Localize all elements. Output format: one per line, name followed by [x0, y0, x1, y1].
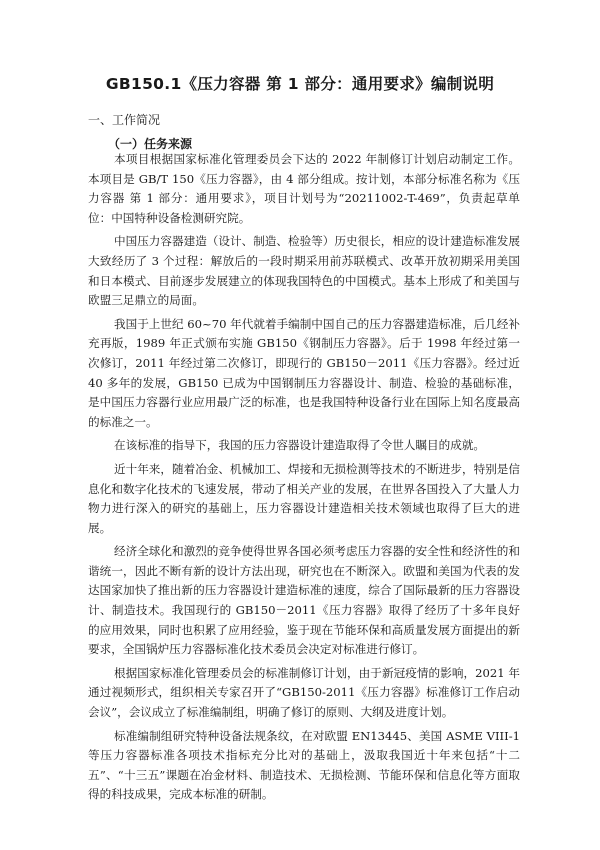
- paragraph: 根据国家标准化管理委员会的标准制修订计划，由于新冠疫情的影响，2021 年通过视频形式，组织相关专家召开了“GB150-2011《压力容器》标准修订工作启动会议”，会议成立了标准编制组，明确了修订的原则、大纲及进度计划。: [88, 665, 520, 720]
- subsection-heading: （一）任务来源: [108, 137, 193, 151]
- paragraph: 近十年来，随着冶金、机械加工、焊接和无损检测等技术的不断进步，特别是信息化和数字化技术的飞速发展，带动了相关产业的发展，在世界各国投入了大量人力物力进行深入的研究的基础上，压力容器设计建造相关技术领域也取得了巨大的进展。: [88, 461, 520, 535]
- paragraph: 我国于上世纪 60~70 年代就着手编制中国自己的压力容器建造标准，后几经补充再版，1989 年正式颁布实施 GB150《钢制压力容器》。后于 1998 年经过第一次修订，2011 年经过第二次修订，即现行的 GB150－2011《压力容器》。经过近 40 多年的发展，GB150 已成为中国钢制压力容器设计、制造、检验的基础标准，是中国压力容器行业应用最广泛的标准，也是我国特种设备行业在国际上知名度最高的标准之一。: [88, 316, 520, 429]
- document-title: GB150.1《压力容器 第 1 部分：通用要求》编制说明: [105, 75, 495, 93]
- paragraph: 本项目根据国家标准化管理委员会下达的 2022 年制修订计划启动制定工作。本项目是 GB/T 150《压力容器》，由 4 部分组成。按计划，本部分标准名称为《压力容器 第 1 部分：通用要求》，项目计划号为“20211002-T-469”，负责起草单位：中国特种设备检测研究院。: [88, 152, 520, 225]
- paragraph: 经济全球化和激烈的竞争使得世界各国必须考虑压力容器的安全性和经济性的和谐统一，因此不断有新的设计方法出现，研究也在不断深入。欧盟和美国为代表的发达国家加快了推出新的压力容器设计建造标准的速度，综合了国际最新的压力容器设计、制造技术。我国现行的 GB150－2011《压力容器》取得了经历了十多年良好的应用效果，同时也积累了应用经验，鉴于现在节能环保和高质量发展方面提出的新要求，全国锅炉压力容器标准化技术委员会决定对标准进行修订。: [88, 544, 520, 657]
- paragraph: 标准编制组研究特种设备法规条纹，在对欧盟 EN13445、美国 ASME VIII-1 等压力容器标准各项技术指标充分比对的基础上，汲取我国近十年来包括“十二五”、“十三五”课题在冶金材料、制造技术、无损检测、节能环保和信息化等方面取得的科技成果，完成本标准的研制。: [88, 728, 520, 802]
- paragraph: 中国压力容器建造（设计、制造、检验等）历史很长，相应的设计建造标准发展大致经历了 3 个过程：解放后的一段时期采用前苏联模式、改革开放初期采用美国和日本模式、目前逐步发展建立的体现我国特色的中国模式。基本上形成了和美国与欧盟三足鼎立的局面。: [88, 234, 520, 308]
- document-body: [88, 150, 520, 809]
- paragraph: 在该标准的指导下，我国的压力容器设计建造取得了令世人瞩目的成就。: [114, 438, 486, 453]
- section-heading: 一、工作简况: [88, 113, 161, 127]
